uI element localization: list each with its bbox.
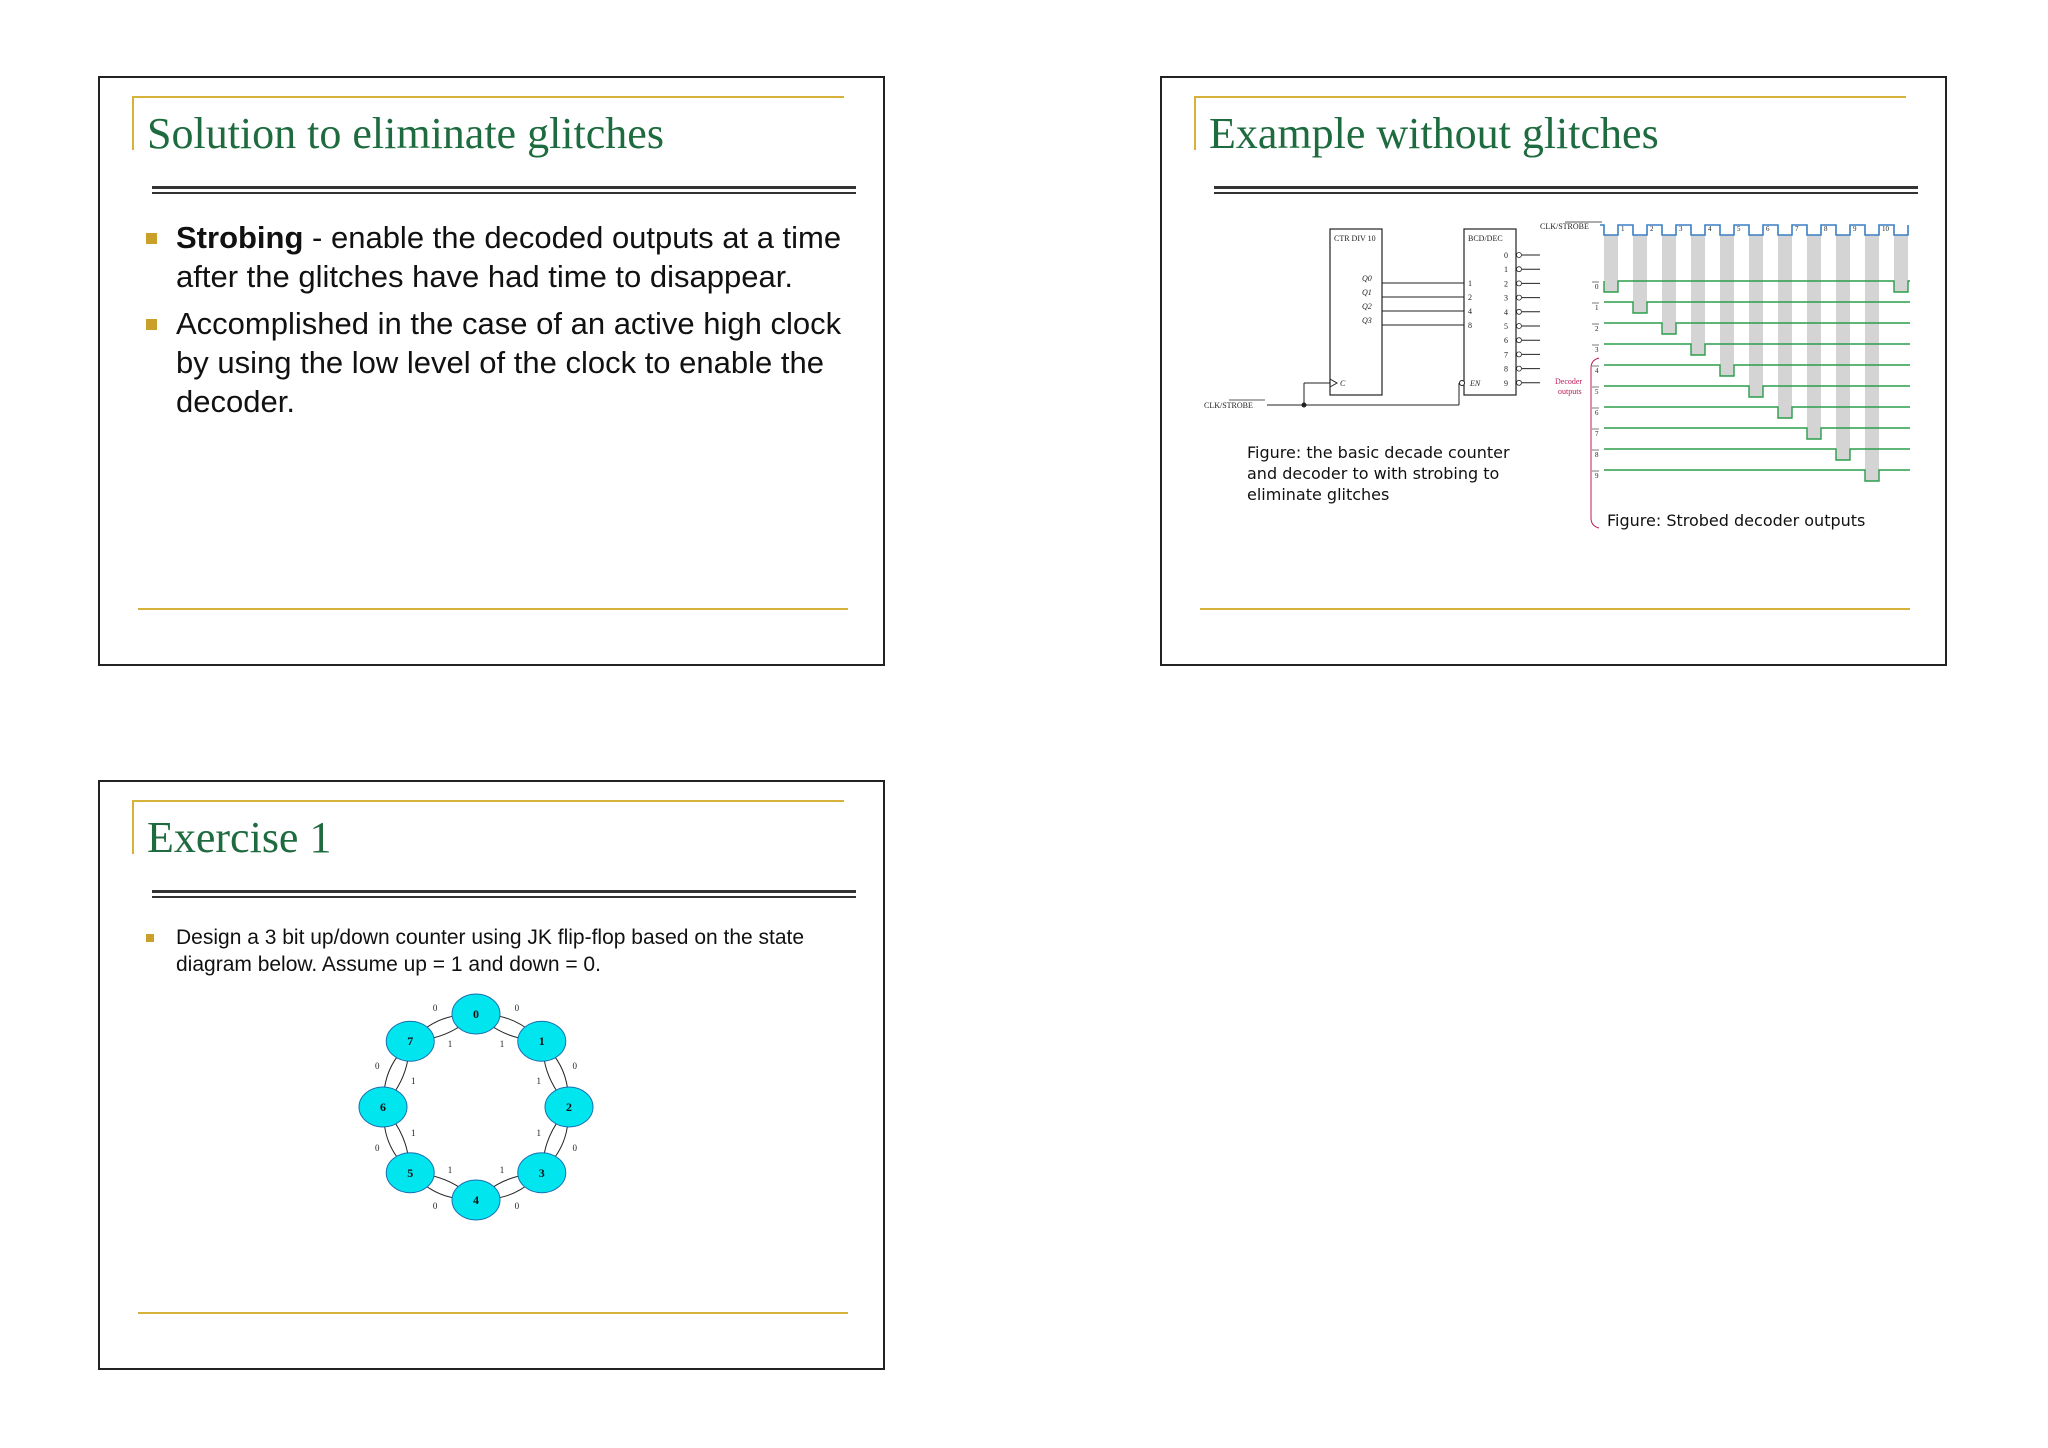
row-label: 0 xyxy=(1595,283,1599,291)
bullet-text: Design a 3 bit up/down counter using JK flip-flop based on the state diagram below. Assume up = 1 and down = 0. xyxy=(176,926,805,976)
transition-label: 0 xyxy=(374,1061,380,1072)
bcd-input-label: 4 xyxy=(1468,307,1472,316)
decoder-output-label: 8 xyxy=(1504,364,1508,374)
decoder-output-label: 3 xyxy=(1504,293,1508,303)
decoder-outputs-label: Decoder xyxy=(1555,377,1583,386)
bcd-input-label: 1 xyxy=(1468,279,1472,288)
q-label: Q3 xyxy=(1362,316,1372,325)
strobed-timing-diagram xyxy=(1162,78,1949,668)
clock-waveform xyxy=(1600,225,1908,235)
bullet-item xyxy=(146,304,846,421)
strobe-shade xyxy=(1604,235,1618,292)
row-label: 1 xyxy=(1595,304,1599,312)
footer-divider xyxy=(138,608,848,610)
transition-label: 0 xyxy=(572,1061,578,1072)
row-label: 6 xyxy=(1595,409,1599,417)
decoder-output-label: 2 xyxy=(1504,279,1508,289)
row-label: 2 xyxy=(1595,325,1599,333)
row-label: 9 xyxy=(1595,472,1599,480)
state-diagram xyxy=(100,782,887,1372)
footer-divider xyxy=(138,1312,848,1314)
pulse-label: 2 xyxy=(1650,225,1654,233)
state-label: 1 xyxy=(538,1034,545,1049)
clk-strobe-label: CLK/STROBE xyxy=(1204,401,1253,410)
row-label: 4 xyxy=(1595,367,1599,375)
strobe-shade xyxy=(1836,235,1850,460)
slide-title: Example without glitches xyxy=(1209,109,1659,158)
bullet-text: Accomplished in the case of an active high clock by using the low level of the clock to enable the decoder. xyxy=(176,306,842,419)
strobe-shade xyxy=(1865,235,1879,481)
state-label: 4 xyxy=(473,1193,479,1207)
decoder-output-label: 4 xyxy=(1504,307,1508,317)
row-label: 5 xyxy=(1595,388,1599,396)
caption-line: and decoder to with strobing to xyxy=(1247,464,1500,483)
state-label: 7 xyxy=(407,1034,414,1049)
decoder-output-label: 6 xyxy=(1504,336,1508,346)
output-wave xyxy=(1604,407,1910,418)
transition-label: 1 xyxy=(536,1076,542,1087)
transition-label: 0 xyxy=(572,1142,578,1153)
pulse-label: 9 xyxy=(1853,225,1857,233)
transition-label: 1 xyxy=(499,1164,505,1175)
enable-pin-label: EN xyxy=(1470,379,1481,388)
transition-label: 1 xyxy=(499,1039,505,1050)
caption-line: Figure: the basic decade counter xyxy=(1247,443,1510,462)
slide-example xyxy=(1160,76,1947,666)
row-brace xyxy=(1591,358,1599,528)
output-wave xyxy=(1604,470,1910,481)
row-label: 3 xyxy=(1595,346,1599,354)
bullet-bold-term: Strobing xyxy=(176,220,304,255)
pulse-label: 10 xyxy=(1882,225,1889,233)
bullet-item xyxy=(146,218,846,296)
state-label: 2 xyxy=(566,1100,572,1114)
caption-right: Figure: Strobed decoder outputs xyxy=(1607,511,1866,530)
decoder-outputs-label: outputs xyxy=(1558,387,1582,396)
decoder-output-label: 0 xyxy=(1504,251,1508,260)
strobe-shade xyxy=(1778,235,1792,418)
strobe-shade xyxy=(1807,235,1821,439)
transition-label: 0 xyxy=(432,1200,438,1211)
slide-title: Exercise 1 xyxy=(147,813,332,862)
footer-divider xyxy=(1200,608,1910,610)
pulse-label: 3 xyxy=(1679,225,1683,233)
state-label: 3 xyxy=(538,1165,545,1180)
bcd-input-label: 8 xyxy=(1468,321,1472,330)
title-divider xyxy=(152,186,856,194)
slide-exercise xyxy=(98,780,885,1370)
transition-label: 0 xyxy=(514,1200,520,1211)
state-label: 6 xyxy=(380,1100,386,1114)
strobe-shading xyxy=(1604,235,1908,481)
transition-label: 1 xyxy=(536,1127,542,1138)
caption-left xyxy=(1247,442,1510,505)
pulse-label: 1 xyxy=(1621,225,1625,233)
transition-label: 1 xyxy=(410,1127,416,1138)
bullet-square-icon xyxy=(146,319,157,330)
timing-clk-label: CLK/STROBE xyxy=(1540,222,1589,231)
q-label: Q1 xyxy=(1362,288,1372,297)
transition-label: 0 xyxy=(374,1142,380,1153)
strobe-shade xyxy=(1633,235,1647,313)
strobe-shade xyxy=(1894,235,1908,292)
bullet-list xyxy=(146,218,846,429)
decoder-label: BCD/DEC xyxy=(1468,234,1503,243)
transition-label: 1 xyxy=(447,1164,453,1175)
decoder-output-label: 5 xyxy=(1504,322,1508,331)
decoder-output-label: 9 xyxy=(1504,378,1508,388)
strobe-shade xyxy=(1662,235,1676,334)
counter-label: CTR DIV 10 xyxy=(1334,234,1376,243)
output-wave xyxy=(1604,428,1910,439)
q-label: Q0 xyxy=(1362,274,1372,283)
decoder-output-label: 7 xyxy=(1504,350,1508,360)
slide-title: Solution to eliminate glitches xyxy=(147,109,664,158)
strobe-shade xyxy=(1691,235,1705,355)
row-label: 7 xyxy=(1595,430,1599,438)
state-nodes xyxy=(359,994,593,1220)
transition-label: 0 xyxy=(432,1003,438,1014)
bullet-square-icon xyxy=(146,233,157,244)
pulse-label: 5 xyxy=(1737,225,1741,233)
pulse-label: 4 xyxy=(1708,225,1712,233)
caption-line: eliminate glitches xyxy=(1247,485,1390,504)
transition-label: 0 xyxy=(514,1003,520,1014)
state-label: 0 xyxy=(473,1007,479,1021)
slide-solution xyxy=(98,76,885,666)
strobe-shade xyxy=(1720,235,1734,376)
output-wave xyxy=(1604,449,1910,460)
clock-pin-label: C xyxy=(1340,379,1346,388)
pulse-label: 6 xyxy=(1766,225,1770,233)
row-label: 8 xyxy=(1595,451,1599,459)
transition-label: 1 xyxy=(447,1039,453,1050)
decoder-output-label: 1 xyxy=(1504,265,1508,275)
q-label: Q2 xyxy=(1362,302,1372,311)
bcd-input-label: 2 xyxy=(1468,293,1472,302)
pulse-label: 8 xyxy=(1824,225,1828,233)
state-label: 5 xyxy=(407,1165,414,1180)
transition-label: 1 xyxy=(410,1076,416,1087)
strobe-shade xyxy=(1749,235,1763,397)
clock-wave xyxy=(1600,225,1908,235)
bullet-text: - enable the decoded outputs at a time after the glitches have had time to disappear. xyxy=(176,220,842,294)
pulse-label: 7 xyxy=(1795,225,1799,233)
